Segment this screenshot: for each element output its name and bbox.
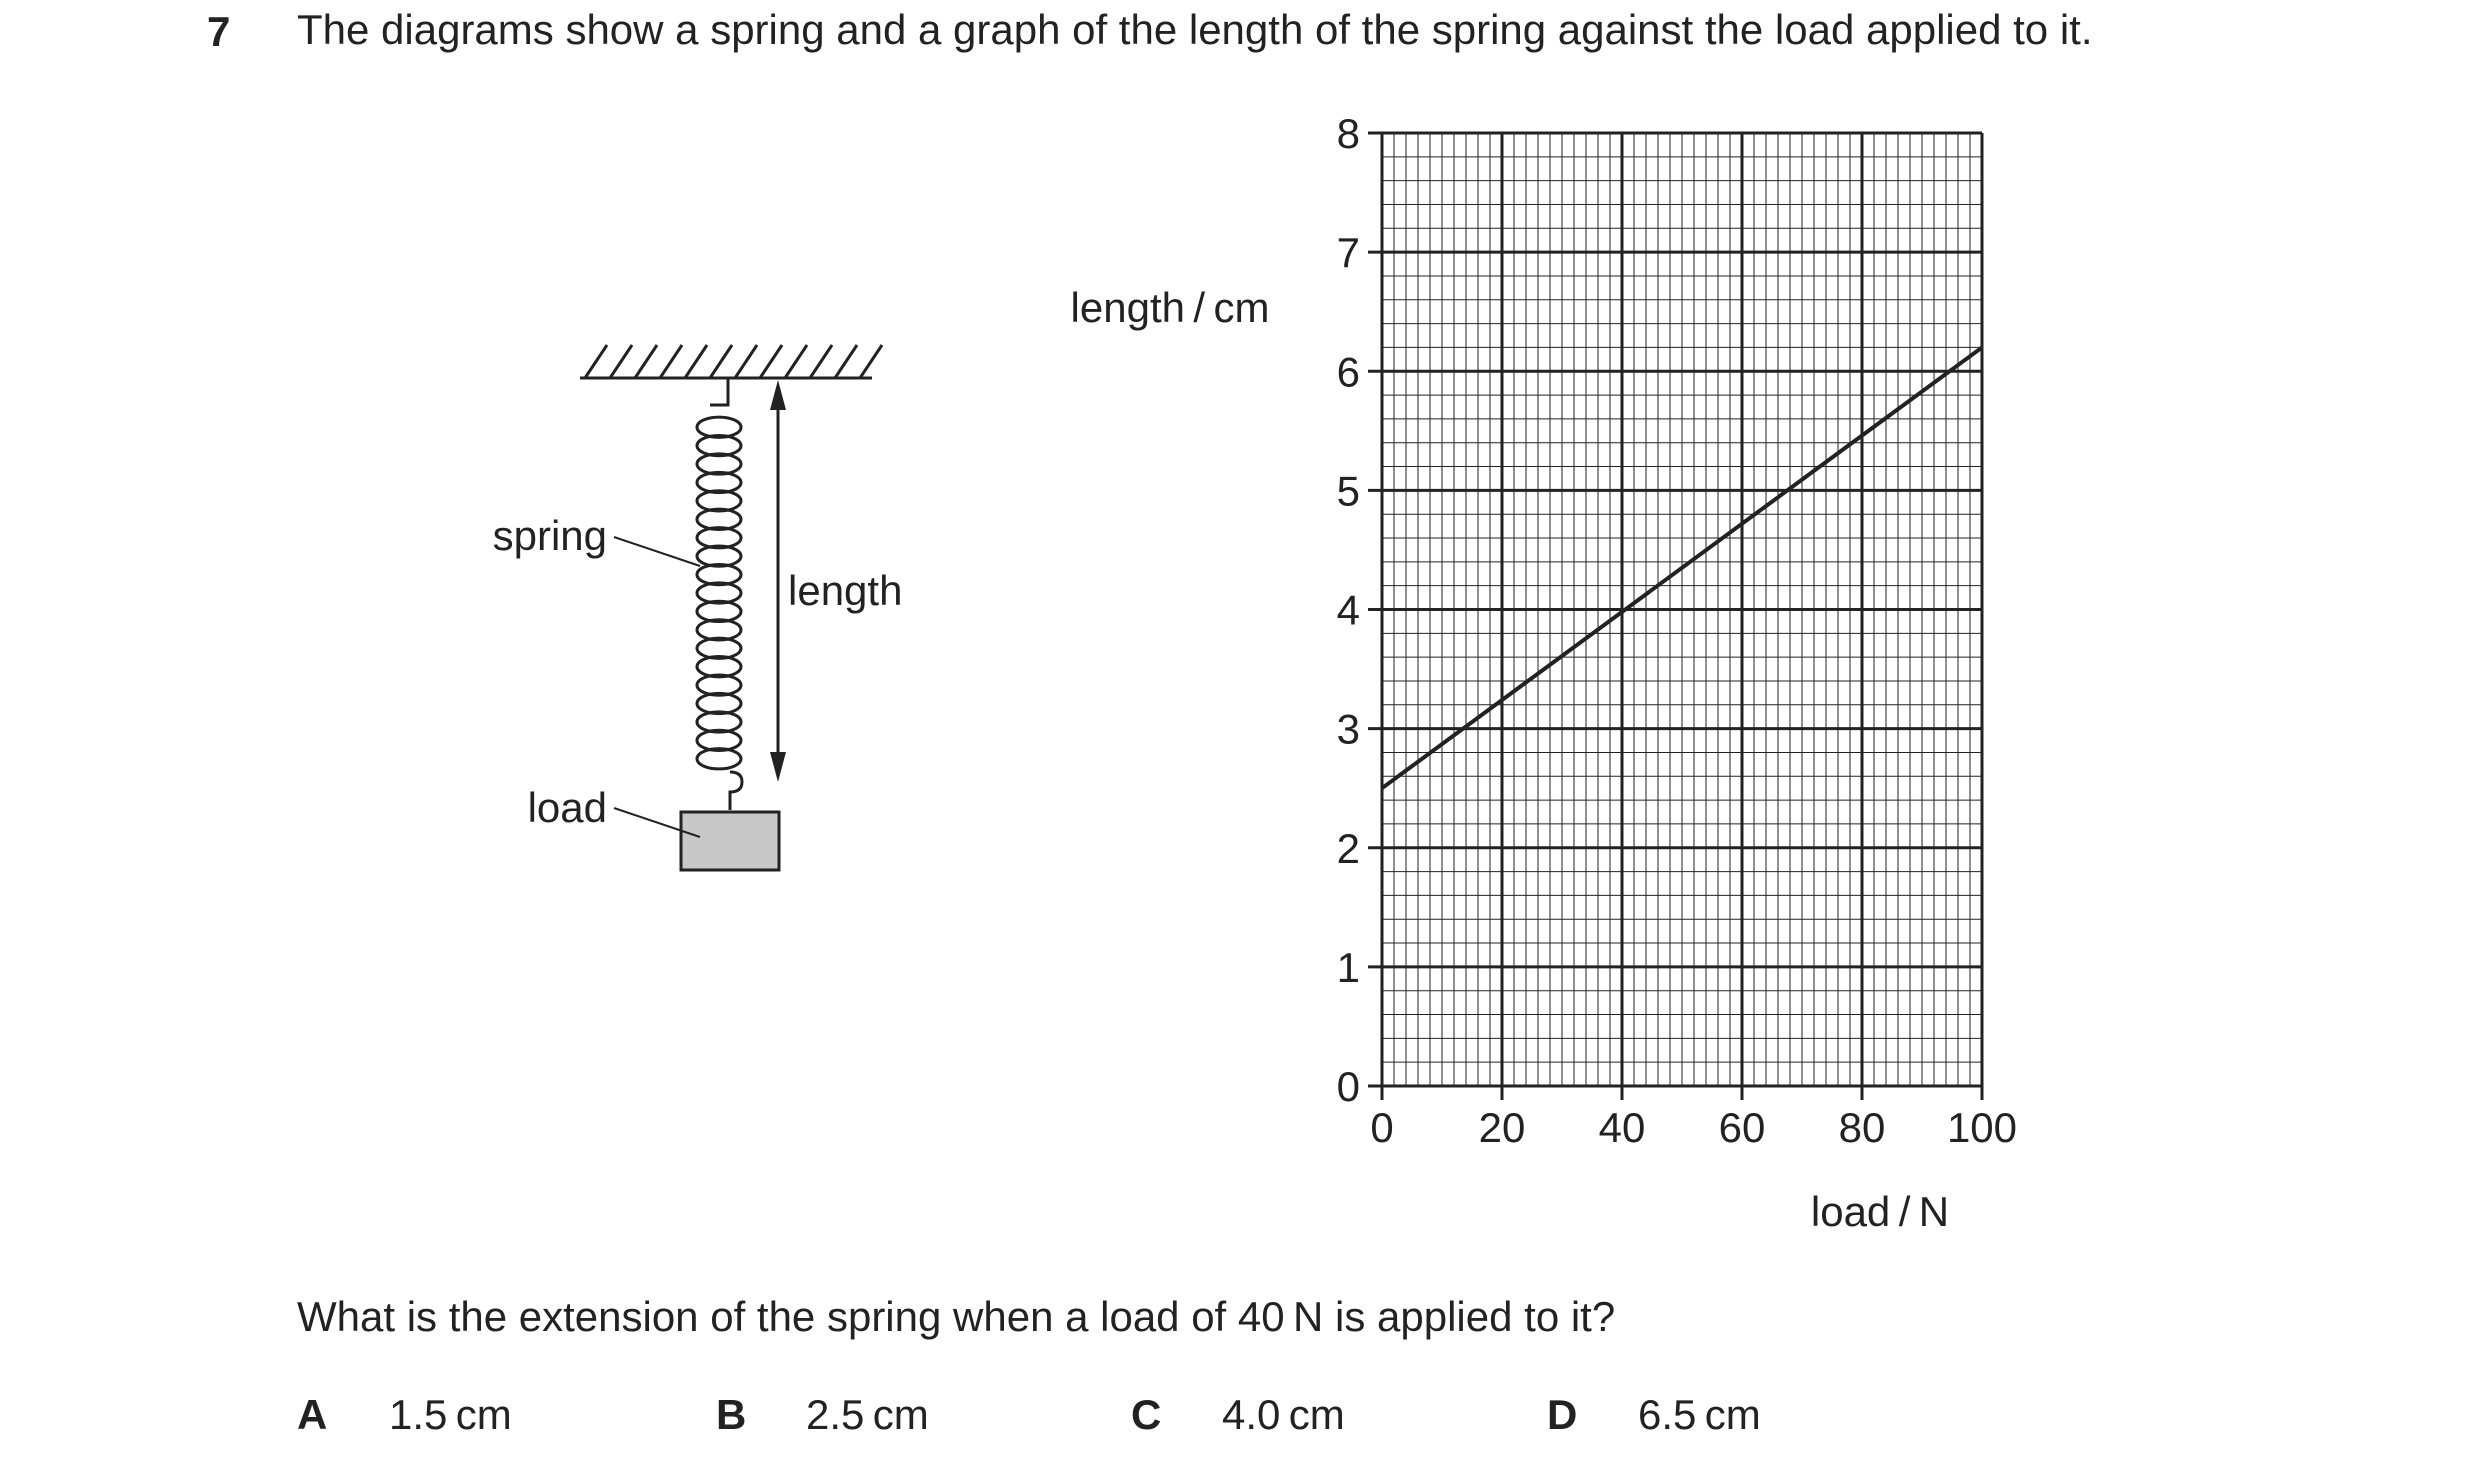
option-c-text[interactable]: 4.0 cm [1222,1391,1345,1438]
y-axis-label: length / cm [1070,284,1270,331]
x-tick-label: 40 [1598,1104,1646,1151]
y-tick-label: 2 [1336,824,1360,872]
question-text: The diagrams show a spring and a graph of the length of the spring against the load applied to it. [297,6,2093,53]
y-tick-label: 1 [1336,943,1360,991]
y-tick-label: 6 [1336,348,1360,396]
axis-ticks [1368,133,1982,1100]
option-b-letter[interactable]: B [716,1391,747,1438]
option-a-letter[interactable]: A [297,1391,328,1438]
x-tick-label: 0 [1370,1104,1394,1151]
x-tick-label: 80 [1838,1104,1886,1151]
tick-labels [1337,110,2017,1151]
x-tick-label: 20 [1478,1104,1526,1151]
y-tick-label: 4 [1336,586,1360,634]
question-prompt: What is the extension of the spring when a load of 40 N is applied to it? [297,1293,1616,1340]
y-tick-label: 3 [1336,705,1360,753]
option-c-letter[interactable]: C [1131,1391,1162,1438]
y-tick-label: 0 [1336,1063,1360,1110]
option-a-text[interactable]: 1.5 cm [389,1391,512,1438]
question-number: 7 [207,8,231,55]
length-label: length [788,567,903,614]
load-label: load [527,784,607,831]
y-tick-label: 7 [1336,229,1360,277]
x-axis-label: load / N [1810,1188,1950,1235]
y-tick-label: 5 [1336,467,1360,515]
y-tick-label: 8 [1336,110,1360,157]
x-tick-label: 60 [1718,1104,1766,1151]
spring-label: spring [492,512,607,559]
option-b-text[interactable]: 2.5 cm [806,1391,929,1438]
x-tick-label: 100 [1946,1104,2018,1151]
option-d-letter[interactable]: D [1547,1391,1578,1438]
option-d-text[interactable]: 6.5 cm [1638,1391,1761,1438]
